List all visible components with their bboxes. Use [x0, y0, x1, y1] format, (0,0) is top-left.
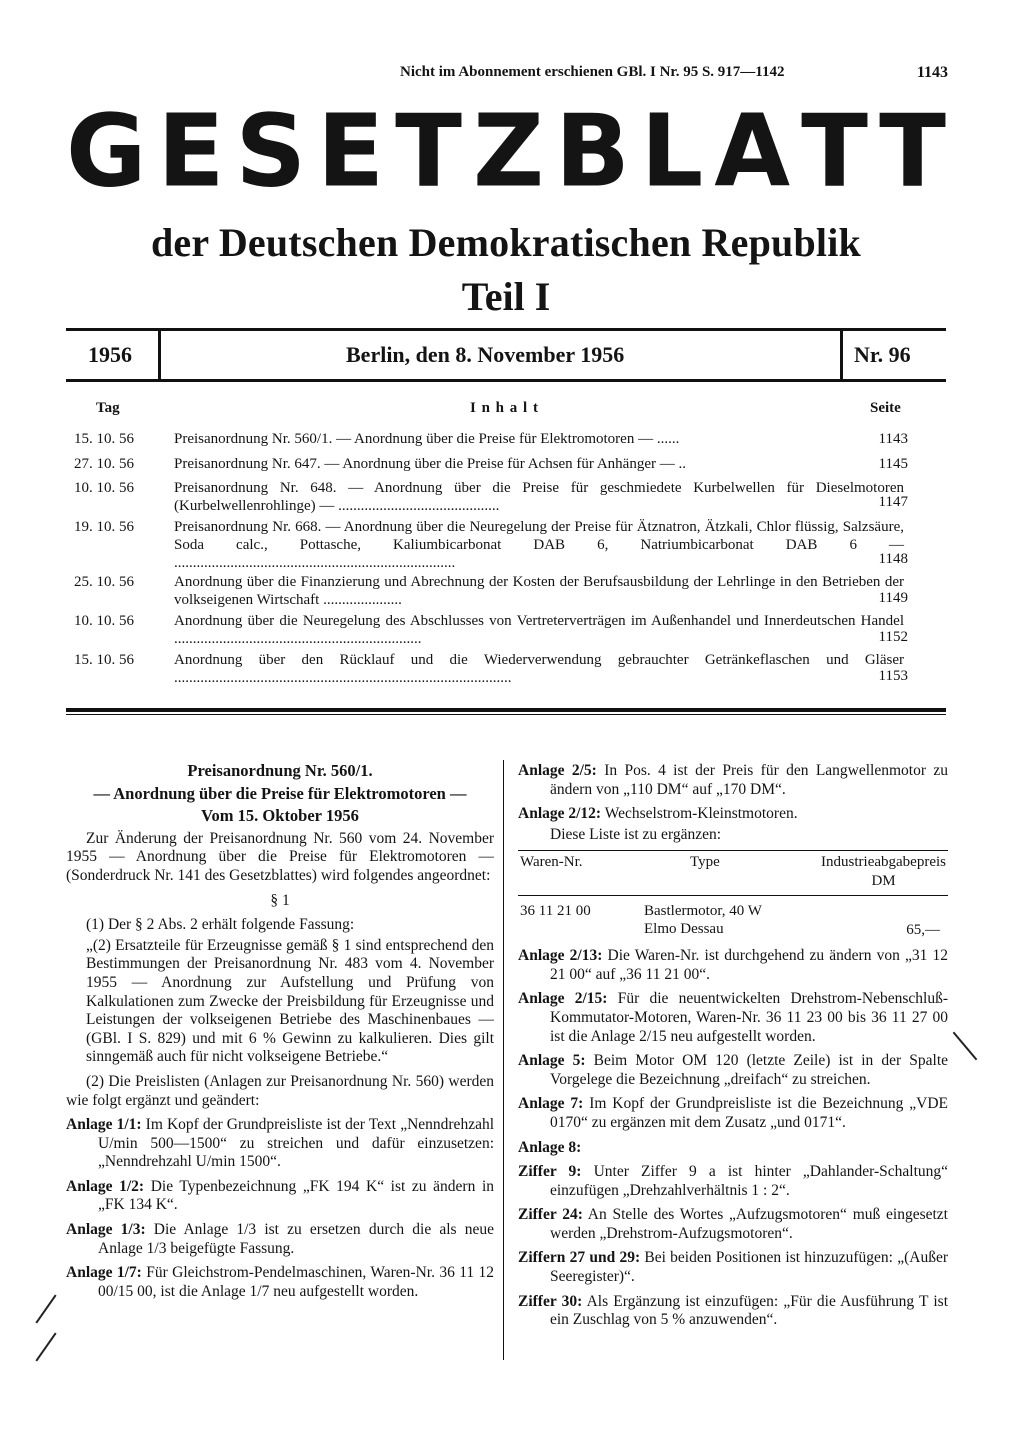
divider [158, 331, 161, 379]
anlage-2-15 [518, 990, 948, 1046]
pen-mark [953, 1032, 978, 1061]
anlage-label: Anlage 2/15: [518, 990, 608, 1008]
masthead-letter: Z [472, 93, 545, 211]
masthead-letter: T [801, 93, 869, 211]
ordinance-title: Preisanordnung Nr. 560/1. [187, 761, 373, 780]
toc-page: 1148 [878, 551, 908, 567]
left-column [66, 762, 494, 1307]
toc-col-page: Seite [870, 400, 901, 416]
toc-page: 1147 [878, 494, 908, 510]
anlage-label: Anlage 2/13: [518, 947, 603, 965]
anlage-label: Anlage 1/1: [66, 1116, 142, 1134]
paragraph-2: (2) Die Preislisten (Anlagen zur Preisanordnung Nr. 560) werden wie folgt ergänzt und geändert: [66, 1072, 494, 1109]
toc-date: 10. 10. 56 [74, 480, 134, 496]
anlage-text: Beim Motor OM 120 (letzte Zeile) ist in der Spalte Vorgelege die Bezeichnung „dreifach“ zu streichen. [550, 1052, 949, 1088]
anlage-text: Im Kopf der Grundpreisliste ist die Bezeichnung „VDE 0170“ zu ergänzen mit dem Zusatz „und 0171“. [550, 1095, 948, 1131]
ziffer-label: Ziffer 30: [518, 1292, 583, 1310]
toc-title: Anordnung über den Rücklauf und die Wiederverwendung gebrauchter Getränkeflaschen und Gläser .......................................................................................... [174, 652, 904, 686]
ziffer-text: Bei beiden Positionen ist hinzuzufügen: „(Außer Seeregister)“. [550, 1249, 948, 1286]
toc-date: 15. 10. 56 [74, 652, 134, 668]
ziffer-24 [518, 1206, 948, 1243]
toc-page: 1152 [878, 629, 908, 645]
masthead-letter: S [235, 93, 307, 211]
ziffer-27-29 [518, 1249, 948, 1286]
paragraph-1: (1) Der § 2 Abs. 2 erhält folgende Fassung: [86, 916, 355, 934]
anlage-1-1 [66, 1116, 494, 1172]
table-cell-price: 65,— [906, 921, 940, 938]
toc-page: 1153 [878, 668, 908, 684]
anlage-7 [518, 1095, 948, 1132]
anlage-label: Anlage 5: [518, 1052, 586, 1070]
anlage-text: Für die neuentwickelten Drehstrom-Nebenschluß-Kommutator-Motoren, Waren-Nr. 36 11 23 00 bis 36 11 27 00 ist die Anlage 2/15 neu aufgestellt worden. [550, 990, 949, 1045]
toc-title: Preisanordnung Nr. 647. — Anordnung über die Preise für Achsen für Anhänger — .. [174, 456, 686, 472]
anlage-2-12-note: Diese Liste ist zu ergänzen: [550, 825, 722, 843]
issue-number: Nr. 96 [854, 342, 911, 367]
toc-date: 10. 10. 56 [74, 613, 134, 629]
column-divider [503, 760, 504, 1360]
divider [840, 331, 843, 379]
masthead-letter: L [640, 93, 704, 211]
toc-title: Preisanordnung Nr. 668. — Anordnung über die Neuregelung der Preise für Ätznatron, Ätzkali, Chlor flüssig, Salzsäure, Soda calc., Pottasche, Kaliumbicarbonat DAB 6, Natriumbicarbonat DAB 6 — ........................................................................... [174, 519, 904, 571]
toc-title: Preisanordnung Nr. 648. — Anordnung über die Preise für geschmiedete Kurbelwellen für Dieselmotoren (Kurbelwellenrohlinge) — ........................................... [174, 480, 904, 514]
toc-title: Anordnung über die Finanzierung und Abrechnung der Kosten der Berufsausbildung der Lehrlinge in den Betrieben der volkseigenen Wirtschaft ..................... [174, 574, 904, 608]
anlage-1-7 [66, 1264, 494, 1301]
masthead-letter: A [714, 93, 791, 211]
anlage-8 [518, 1139, 948, 1158]
section-rule-thin [66, 714, 946, 715]
masthead-letter: T [879, 93, 946, 211]
toc-date: 25. 10. 56 [74, 574, 134, 590]
ziffer-label: Ziffer 9: [518, 1163, 582, 1181]
toc-page: 1143 [878, 431, 908, 447]
toc-col-date: Tag [96, 400, 120, 416]
table-header-price: Industrieabgabepreis DM [819, 851, 948, 895]
masthead-letter: B [555, 93, 630, 211]
anlage-text: Für Gleichstrom-Pendelmaschinen, Waren-Nr. 36 11 12 00/15 00, ist die Anlage 1/7 neu aufgestellt worden. [98, 1264, 494, 1300]
anlage-1-3 [66, 1221, 494, 1258]
masthead-letter: G [66, 93, 147, 211]
ziffer-9 [518, 1163, 948, 1200]
toc-date: 27. 10. 56 [74, 456, 134, 472]
toc-title: Anordnung über die Neuregelung des Abschlusses von Vertreterverträgen im Außenhandel und Innerdeutschen Handel .................................................................. [174, 613, 904, 647]
masthead-letter: T [395, 93, 462, 211]
anlage-label: Anlage 1/3: [66, 1221, 146, 1239]
anlage-text: Im Kopf der Grundpreisliste ist der Text „Nenndrehzahl U/min 500—1500“ zu streichen und dafür einzusetzen: „Nenndrehzahl U/min 1500“. [98, 1116, 495, 1171]
ordinance-date: Vom 15. Oktober 1956 [201, 806, 359, 826]
top-line-text: Nicht im Abonnement erschienen GBl. I Nr. 95 S. 917—1142 [400, 64, 785, 80]
anlage-label: Anlage 1/7: [66, 1264, 142, 1282]
table-row [518, 895, 948, 941]
anlage-label: Anlage 2/12: [518, 805, 602, 823]
table-header-type: Type [642, 851, 819, 895]
section-rule [66, 708, 946, 712]
masthead-letter: E [317, 93, 385, 211]
subtitle: der Deutschen Demokratischen Republik [150, 220, 862, 265]
ziffer-label: Ziffer 24: [518, 1206, 583, 1224]
anlage-text: Wechselstrom-Kleinstmotoren. [604, 805, 798, 823]
ziffer-30 [518, 1293, 948, 1330]
pen-mark [35, 1333, 56, 1362]
toc-page: 1149 [878, 590, 908, 606]
date-bar [66, 328, 946, 382]
place-date: Berlin, den 8. November 1956 [346, 342, 625, 367]
anlage-text: In Pos. 4 ist der Preis für den Langwellenmotor zu ändern von „110 DM“ auf „170 DM“. [550, 762, 949, 798]
anlage-label: Anlage 7: [518, 1095, 584, 1113]
anlage-label: Anlage 8: [518, 1138, 582, 1156]
quoted-text: „(2) Ersatzteile für Erzeugnisse gemäß § 1 sind entsprechend den Bestimmungen der Preisanordnung Nr. 483 vom 4. November 1955 — Anordnung zur Aufstellung und Prüfung von Kalkulationen zum Zwecke der Preisbildung für Erzeugnisse und Leistungen der volkseigenen Betriebe des Maschinenbaues — (GBl. I S. 829) und mit 6 % Gewinn zu kalkulieren. Dies gilt sinngemäß auch für nicht volkseigene Betriebe.“ [86, 936, 494, 1066]
masthead-letter: E [157, 93, 225, 211]
table-cell-waren: 36 11 21 00 [520, 902, 591, 919]
anlage-2-13 [518, 947, 948, 984]
anlage-5 [518, 1052, 948, 1089]
anlage-1-2 [66, 1178, 494, 1215]
right-column [518, 762, 948, 1336]
pen-mark [35, 1295, 56, 1324]
masthead [66, 93, 946, 211]
anlage-2-12 [518, 805, 948, 824]
table-header-row [518, 851, 948, 895]
intro-paragraph: Zur Änderung der Preisanordnung Nr. 560 vom 24. November 1955 — Anordnung über die Preise für Elektromotoren — (Sonderdruck Nr. 141 des Gesetzblattes) wird folgendes angeordnet: [66, 829, 494, 884]
anlage-label: Anlage 1/2: [66, 1177, 145, 1195]
part-title: Teil I [461, 274, 551, 319]
toc-col-content: I n h a l t [470, 400, 539, 416]
ziffer-text: Unter Ziffer 9 a ist hinter „Dahlander-Schaltung“ einzufügen „Drehzahlverhältnis 1 : 2“. [550, 1163, 949, 1199]
toc-page: 1145 [878, 456, 908, 472]
ziffer-label: Ziffern 27 und 29: [518, 1249, 641, 1267]
anlage-label: Anlage 2/5: [518, 762, 597, 779]
motor-table [518, 850, 948, 941]
toc-date: 19. 10. 56 [74, 519, 134, 535]
section-heading: § 1 [270, 891, 290, 909]
page-number: 1143 [916, 64, 948, 81]
anlage-text: Die Typenbezeichnung „FK 194 K“ ist zu ändern in „FK 134 K“. [98, 1177, 494, 1214]
ziffer-text: Als Ergänzung ist einzufügen: „Für die Ausführung T ist ein Zuschlag von 5 % anzuwenden“. [550, 1292, 949, 1329]
toc-date: 15. 10. 56 [74, 431, 134, 447]
table-header-waren: Waren-Nr. [518, 851, 642, 895]
ziffer-text: An Stelle des Wortes „Aufzugsmotoren“ muß eingesetzt werden „Drehstrom-Aufzugsmotoren“. [550, 1206, 948, 1242]
type-line-2: Elmo Dessau [644, 921, 724, 938]
publication-note [400, 64, 950, 81]
table-cell-type [642, 895, 819, 941]
anlage-text: Die Waren-Nr. ist durchgehend zu ändern von „31 12 21 00“ auf „36 11 21 00“. [550, 947, 949, 983]
ordinance-subtitle: — Anordnung über die Preise für Elektromotoren — [93, 783, 467, 803]
type-line-1: Bastlermotor, 40 W [644, 902, 762, 919]
anlage-2-5 [518, 762, 948, 799]
year: 1956 [88, 342, 132, 367]
toc-title: Preisanordnung Nr. 560/1. — Anordnung über die Preise für Elektromotoren — ...... [174, 431, 680, 447]
anlage-text: Die Anlage 1/3 ist zu ersetzen durch die als neue Anlage 1/3 beigefügte Fassung. [98, 1221, 494, 1257]
